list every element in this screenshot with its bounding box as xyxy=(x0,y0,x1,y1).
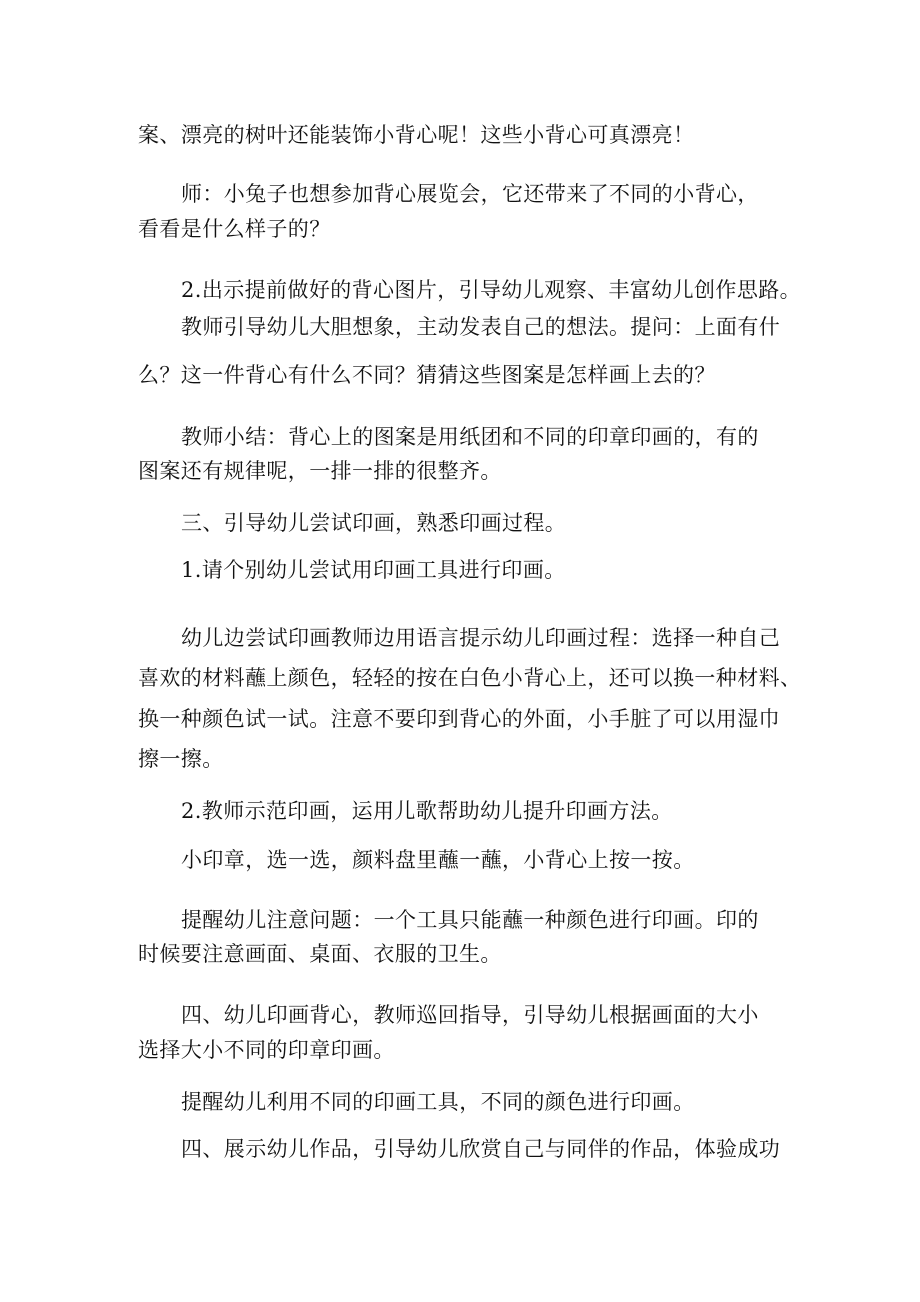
text-line: 三、引导幼儿尝试印画，熟悉印画过程。 xyxy=(181,511,567,535)
text-line: 看看是什么样子的？ xyxy=(138,217,331,241)
text-line: 提醒幼儿注意问题：一个工具只能蘸一种颜色进行印画。印的 xyxy=(181,908,759,932)
text-line: 2.出示提前做好的背心图片，引导幼儿观察、丰富幼儿创作思路。 xyxy=(181,278,802,302)
text-line: 四、幼儿印画背心，教师巡回指导，引导幼儿根据画面的大小 xyxy=(181,1003,759,1027)
text-line: 擦一擦。 xyxy=(138,747,224,771)
text-line: 幼儿边尝试印画教师边用语言提示幼儿印画过程：选择一种自己 xyxy=(181,626,781,650)
text-line: 换一种颜色试一试。注意不要印到背心的外面，小手脏了可以用湿巾 xyxy=(138,707,780,731)
text-line: 案、漂亮的树叶还能装饰小背心呢！这些小背心可真漂亮！ xyxy=(138,123,695,147)
text-line: 小印章，选一选，颜料盘里蘸一蘸，小背心上按一按。 xyxy=(181,848,695,872)
text-line: 喜欢的材料蘸上颜色，轻轻的按在白色小背心上，还可以换一种材料、 xyxy=(138,666,802,690)
text-line: 选择大小不同的印章印画。 xyxy=(138,1038,395,1062)
text-line: 教师小结：背心上的图案是用纸团和不同的印章印画的，有的 xyxy=(181,425,759,449)
text-line: 1.请个别幼儿尝试用印画工具进行印画。 xyxy=(181,558,566,582)
text-line: 2.教师示范印画，运用儿歌帮助幼儿提升印画方法。 xyxy=(181,799,673,823)
text-line: 时候要注意画面、桌面、衣服的卫生。 xyxy=(138,942,502,966)
text-line: 四、展示幼儿作品，引导幼儿欣赏自己与同伴的作品，体验成功 xyxy=(181,1137,781,1161)
text-line: 图案还有规律呢，一排一排的很整齐。 xyxy=(138,459,502,483)
text-line: 么？这一件背心有什么不同？猜猜这些图案是怎样画上去的？ xyxy=(138,363,716,387)
text-line: 提醒幼儿利用不同的印画工具，不同的颜色进行印画。 xyxy=(181,1090,695,1114)
text-line: 师：小兔子也想参加背心展览会，它还带来了不同的小背心， xyxy=(181,182,759,206)
text-line: 教师引导幼儿大胆想象，主动发表自己的想法。提问：上面有什 xyxy=(181,315,781,339)
